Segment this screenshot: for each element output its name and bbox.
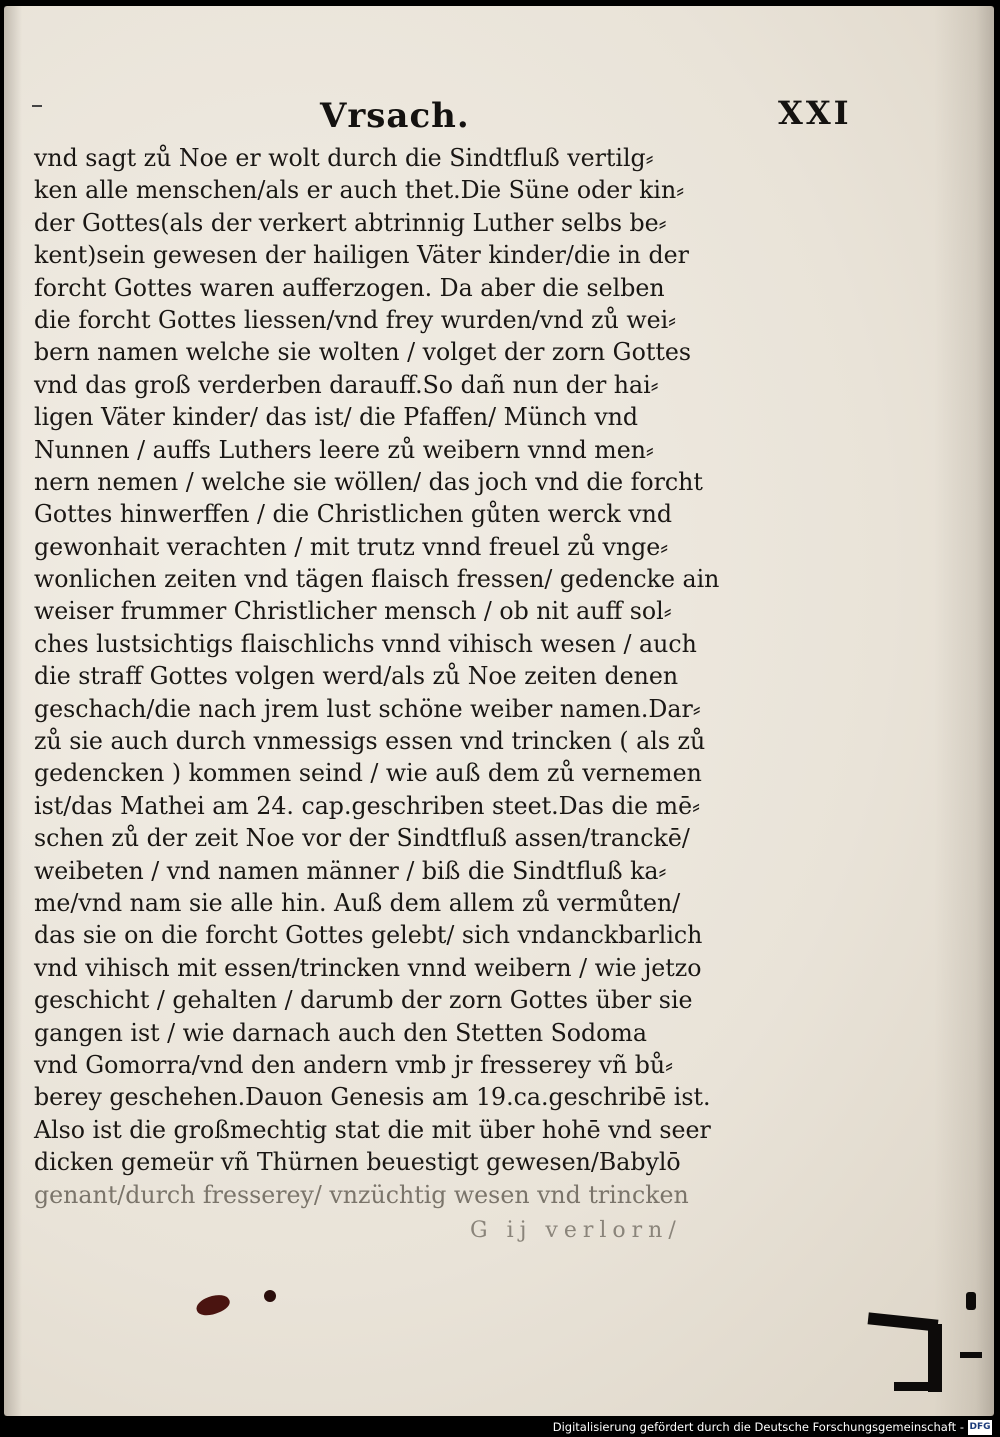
text-line: bern namen welche sie wolten / volget der zorn Gottes <box>34 338 691 367</box>
text-line: berey geschehen.Dauon Genesis am 19.ca.geschribē ist. <box>34 1083 711 1112</box>
ink-blot <box>894 1382 940 1391</box>
text-line: gewonhait verachten / mit trutz vnnd freuel zů vnge⸗ <box>34 532 669 561</box>
text-line: vnd vihisch mit essen/trincken vnnd weibern / wie jetzo <box>34 953 702 982</box>
ink-blot <box>966 1292 976 1310</box>
ink-spot <box>264 1290 276 1302</box>
text-line: Gottes hinwerffen / die Christlichen gůten werck vnd <box>34 500 672 529</box>
text-line: ken alle menschen/als er auch thet.Die Süne oder kin⸗ <box>34 176 685 205</box>
dfg-logo: DFG <box>968 1420 992 1435</box>
text-line: die straff Gottes volgen werd/als zů Noe zeiten denen <box>34 662 679 691</box>
text-line: forcht Gottes waren aufferzogen. Da aber die selben <box>34 273 665 302</box>
ink-blot <box>960 1352 982 1358</box>
text-line: der Gottes(als der verkert abtrinnig Luther selbs be⸗ <box>34 208 667 237</box>
text-line: ches lustsichtigs flaischlichs vnnd vihisch wesen / auch <box>34 629 697 658</box>
text-line: zů sie auch durch vnmessigs essen vnd trincken ( als zů <box>34 727 706 756</box>
text-line: weibeten / vnd namen männer / biß die Sindtfluß ka⸗ <box>34 856 667 885</box>
text-line: Nunnen / auffs Luthers leere zů weibern vnnd men⸗ <box>34 435 654 464</box>
text-line: ist/das Mathei am 24. cap.geschriben steet.Das die mē⸗ <box>34 791 700 820</box>
text-line: geschach/die nach jrem lust schöne weiber namen.Dar⸗ <box>34 694 701 723</box>
text-line: wonlichen zeiten vnd tägen flaisch fressen/ gedencke ain <box>34 565 720 594</box>
folio-number: XXI <box>778 94 852 132</box>
text-line: weiser frummer Christlicher mensch / ob nit auff sol⸗ <box>34 597 672 626</box>
text-line: ligen Väter kinder/ das ist/ die Pfaffen/ Münch vnd <box>34 403 639 432</box>
text-line: nern nemen / welche sie wöllen/ das joch vnd die forcht <box>34 467 703 496</box>
text-line: kent)sein gewesen der hailigen Väter kinder/die in der <box>34 241 689 270</box>
text-line: gangen ist / wie darnach auch den Stetten Sodoma <box>34 1018 647 1047</box>
body-text <box>34 142 734 1211</box>
running-title: Vrsach. <box>320 96 470 136</box>
text-line: vnd sagt zů Noe er wolt durch die Sindtfluß vertilg⸗ <box>34 144 654 172</box>
text-line: vnd das groß verderben darauff.So dañ nun der hai⸗ <box>34 370 659 399</box>
footer-bar <box>0 1416 1000 1437</box>
text-line: die forcht Gottes liessen/vnd frey wurden/vnd zů wei⸗ <box>34 305 677 334</box>
text-line: das sie on die forcht Gottes gelebt/ sich vndanckbarlich <box>34 921 703 950</box>
text-line: genant/durch fresserey/ vnzüchtig wesen vnd trincken <box>34 1180 689 1209</box>
text-line: schen zů der zeit Noe vor der Sindtfluß assen/tranckē/ <box>34 824 690 853</box>
catchword: G ij verlorn/ <box>470 1218 682 1243</box>
text-line: geschicht / gehalten / darumb der zorn Gottes über sie <box>34 986 693 1015</box>
text-line: gedencken ) kommen seind / wie auß dem zů vernemen <box>34 759 702 788</box>
text-line: me/vnd nam sie alle hin. Auß dem allem zů vermůten/ <box>34 888 681 917</box>
page-gutter-shadow <box>934 6 994 1416</box>
margin-mark <box>32 105 42 107</box>
text-line: dicken gemeür vñ Thürnen beuestigt gewesen/Babylō <box>34 1148 681 1177</box>
page-left-shadow <box>4 6 22 1416</box>
text-line: Also ist die großmechtig stat die mit über hohē vnd seer <box>34 1115 711 1144</box>
digitization-note: Digitalisierung gefördert durch die Deutsche Forschungsgemeinschaft - <box>552 1420 964 1434</box>
text-line: vnd Gomorra/vnd den andern vmb jr fresserey vñ bů⸗ <box>34 1050 674 1079</box>
